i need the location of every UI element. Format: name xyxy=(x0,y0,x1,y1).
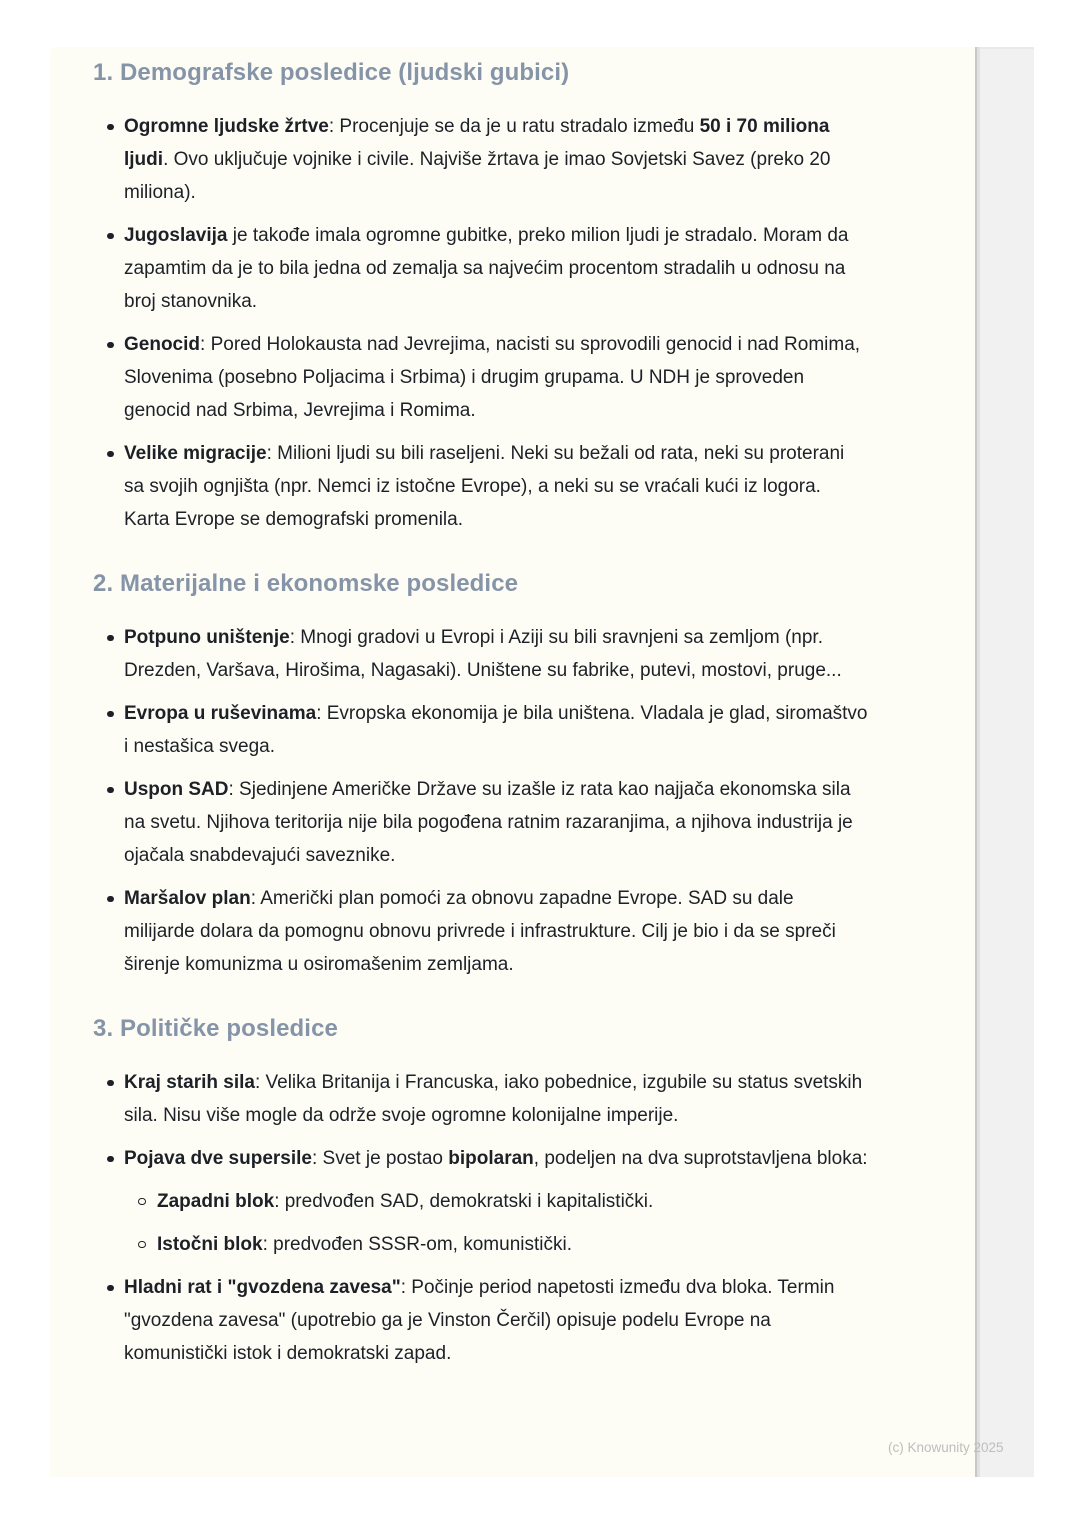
text-run: : Američki plan pomoći za obnovu zapadne Evrope. SAD su dale milijarde dolara da pomognu obnovu privrede i infrastrukture. Cilj je bio i da se spreči širenje komunizma u osiromašenim zemljama. xyxy=(124,888,836,975)
text-run: : Sjedinjene Američke Države su izašle iz rata kao najjača ekonomska sila na svetu. Njihova teritorija nije bila pogođena ratnim razaranjima, a njihova industrija je ojačala snabdevajući saveznike. xyxy=(124,779,853,866)
bold-text-run: Pojava dve supersile xyxy=(124,1148,312,1169)
bold-text-run: 50 i 70 miliona ljudi xyxy=(124,116,830,170)
text-run: : Procenjuje se da je u ratu stradalo između xyxy=(328,116,700,137)
text-run: je takođe imala ogromne gubitke, preko milion ljudi je stradalo. Moram da zapamtim da je to bila jedna od zemalja sa najvećim procentom stradalih u odnosu na broj stanovnika. xyxy=(124,225,849,312)
bold-text-run: Uspon SAD xyxy=(124,779,229,800)
section-heading: 1. Demografske posledice (ljudski gubici) xyxy=(93,59,570,86)
list-item xyxy=(50,110,975,209)
watermark: (c) Knowunity 2025 xyxy=(888,1440,1004,1455)
text-run: : Počinje period napetosti između dva bloka. Termin "gvozdena zavesa" (upotrebio ga je Vinston Čerčil) opisuje podelu Evrope na komunistički istok i demokratski zapad. xyxy=(124,1277,835,1364)
bold-text-run: Hladni rat i "gvozdena zavesa" xyxy=(124,1277,401,1298)
text-run: : Evropska ekonomija je bila uništena. Vladala je glad, siromaštvo i nestašica svega. xyxy=(124,703,868,757)
bold-text-run: Jugoslavija xyxy=(124,225,228,246)
document-content xyxy=(50,58,975,1370)
list-item xyxy=(50,697,975,763)
text-run: : Mnogi gradovi u Evropi i Aziji su bili sravnjeni sa zemljom (npr. Drezden, Varšava, Hirošima, Nagasaki). Uništene su fabrike, putevi, mostovi, pruge... xyxy=(124,627,842,681)
bold-text-run: Maršalov plan xyxy=(124,888,251,909)
list-item xyxy=(50,621,975,687)
text-run: : Milioni ljudi su bili raseljeni. Neki su bežali od rata, neki su proterani sa svojih ognjišta (npr. Nemci iz istočne Evrope), a neki su se vraćali kući iz logora. Karta Evrope se demografski promenila. xyxy=(124,443,845,530)
text-run: , podeljen na dva suprotstavljena bloka: xyxy=(533,1148,868,1169)
text-run: : predvođen SAD, demokratski i kapitalistički. xyxy=(274,1191,654,1212)
text-run: : predvođen SSSR-om, komunistički. xyxy=(262,1234,572,1255)
document-page xyxy=(50,47,975,1477)
text-run: : Velika Britanija i Francuska, iako pobednice, izgubile su status svetskih sila. Nisu više mogle da održe svoje ogromne kolonijalne imperije. xyxy=(124,1072,863,1126)
text-run: : Svet je postao xyxy=(312,1148,449,1169)
bold-text-run: Zapadni blok xyxy=(157,1191,275,1212)
section-heading: 2. Materijalne i ekonomske posledice xyxy=(93,570,519,597)
list-item xyxy=(50,219,975,318)
text-run: : Pored Holokausta nad Jevrejima, nacisti su sprovodili genocid i nad Romima, Slovenima (posebno Poljacima i Srbima) i drugim grupama. U NDH je sproveden genocid nad Srbima, Jevrejima i Romima. xyxy=(124,334,861,421)
bold-text-run: Kraj starih sila xyxy=(124,1072,255,1093)
list-item xyxy=(50,1066,975,1132)
sub-list-item xyxy=(50,1185,975,1218)
bold-text-run: Velike migracije xyxy=(124,443,267,464)
bold-text-run: Ogromne ljudske žrtve xyxy=(124,116,329,137)
list-item xyxy=(50,773,975,872)
bullet-list xyxy=(50,621,975,981)
list-item xyxy=(50,328,975,427)
list-item xyxy=(50,437,975,536)
bold-text-run: Istočni blok xyxy=(157,1234,263,1255)
bold-text-run: Genocid xyxy=(124,334,201,355)
list-item xyxy=(50,1271,975,1370)
bold-text-run: Potpuno uništenje xyxy=(124,627,290,648)
bullet-list xyxy=(50,110,975,536)
bullet-list xyxy=(50,1066,975,1370)
sub-list-item xyxy=(50,1228,975,1261)
scrollbar-track[interactable] xyxy=(975,47,1034,1477)
list-item xyxy=(50,1142,975,1175)
list-item xyxy=(50,882,975,981)
text-run: . Ovo uključuje vojnike i civile. Najviše žrtava je imao Sovjetski Savez (preko 20 miliona). xyxy=(124,149,831,203)
bold-text-run: bipolaran xyxy=(448,1148,534,1169)
bold-text-run: Evropa u ruševinama xyxy=(124,703,317,724)
section-heading: 3. Političke posledice xyxy=(93,1015,338,1042)
